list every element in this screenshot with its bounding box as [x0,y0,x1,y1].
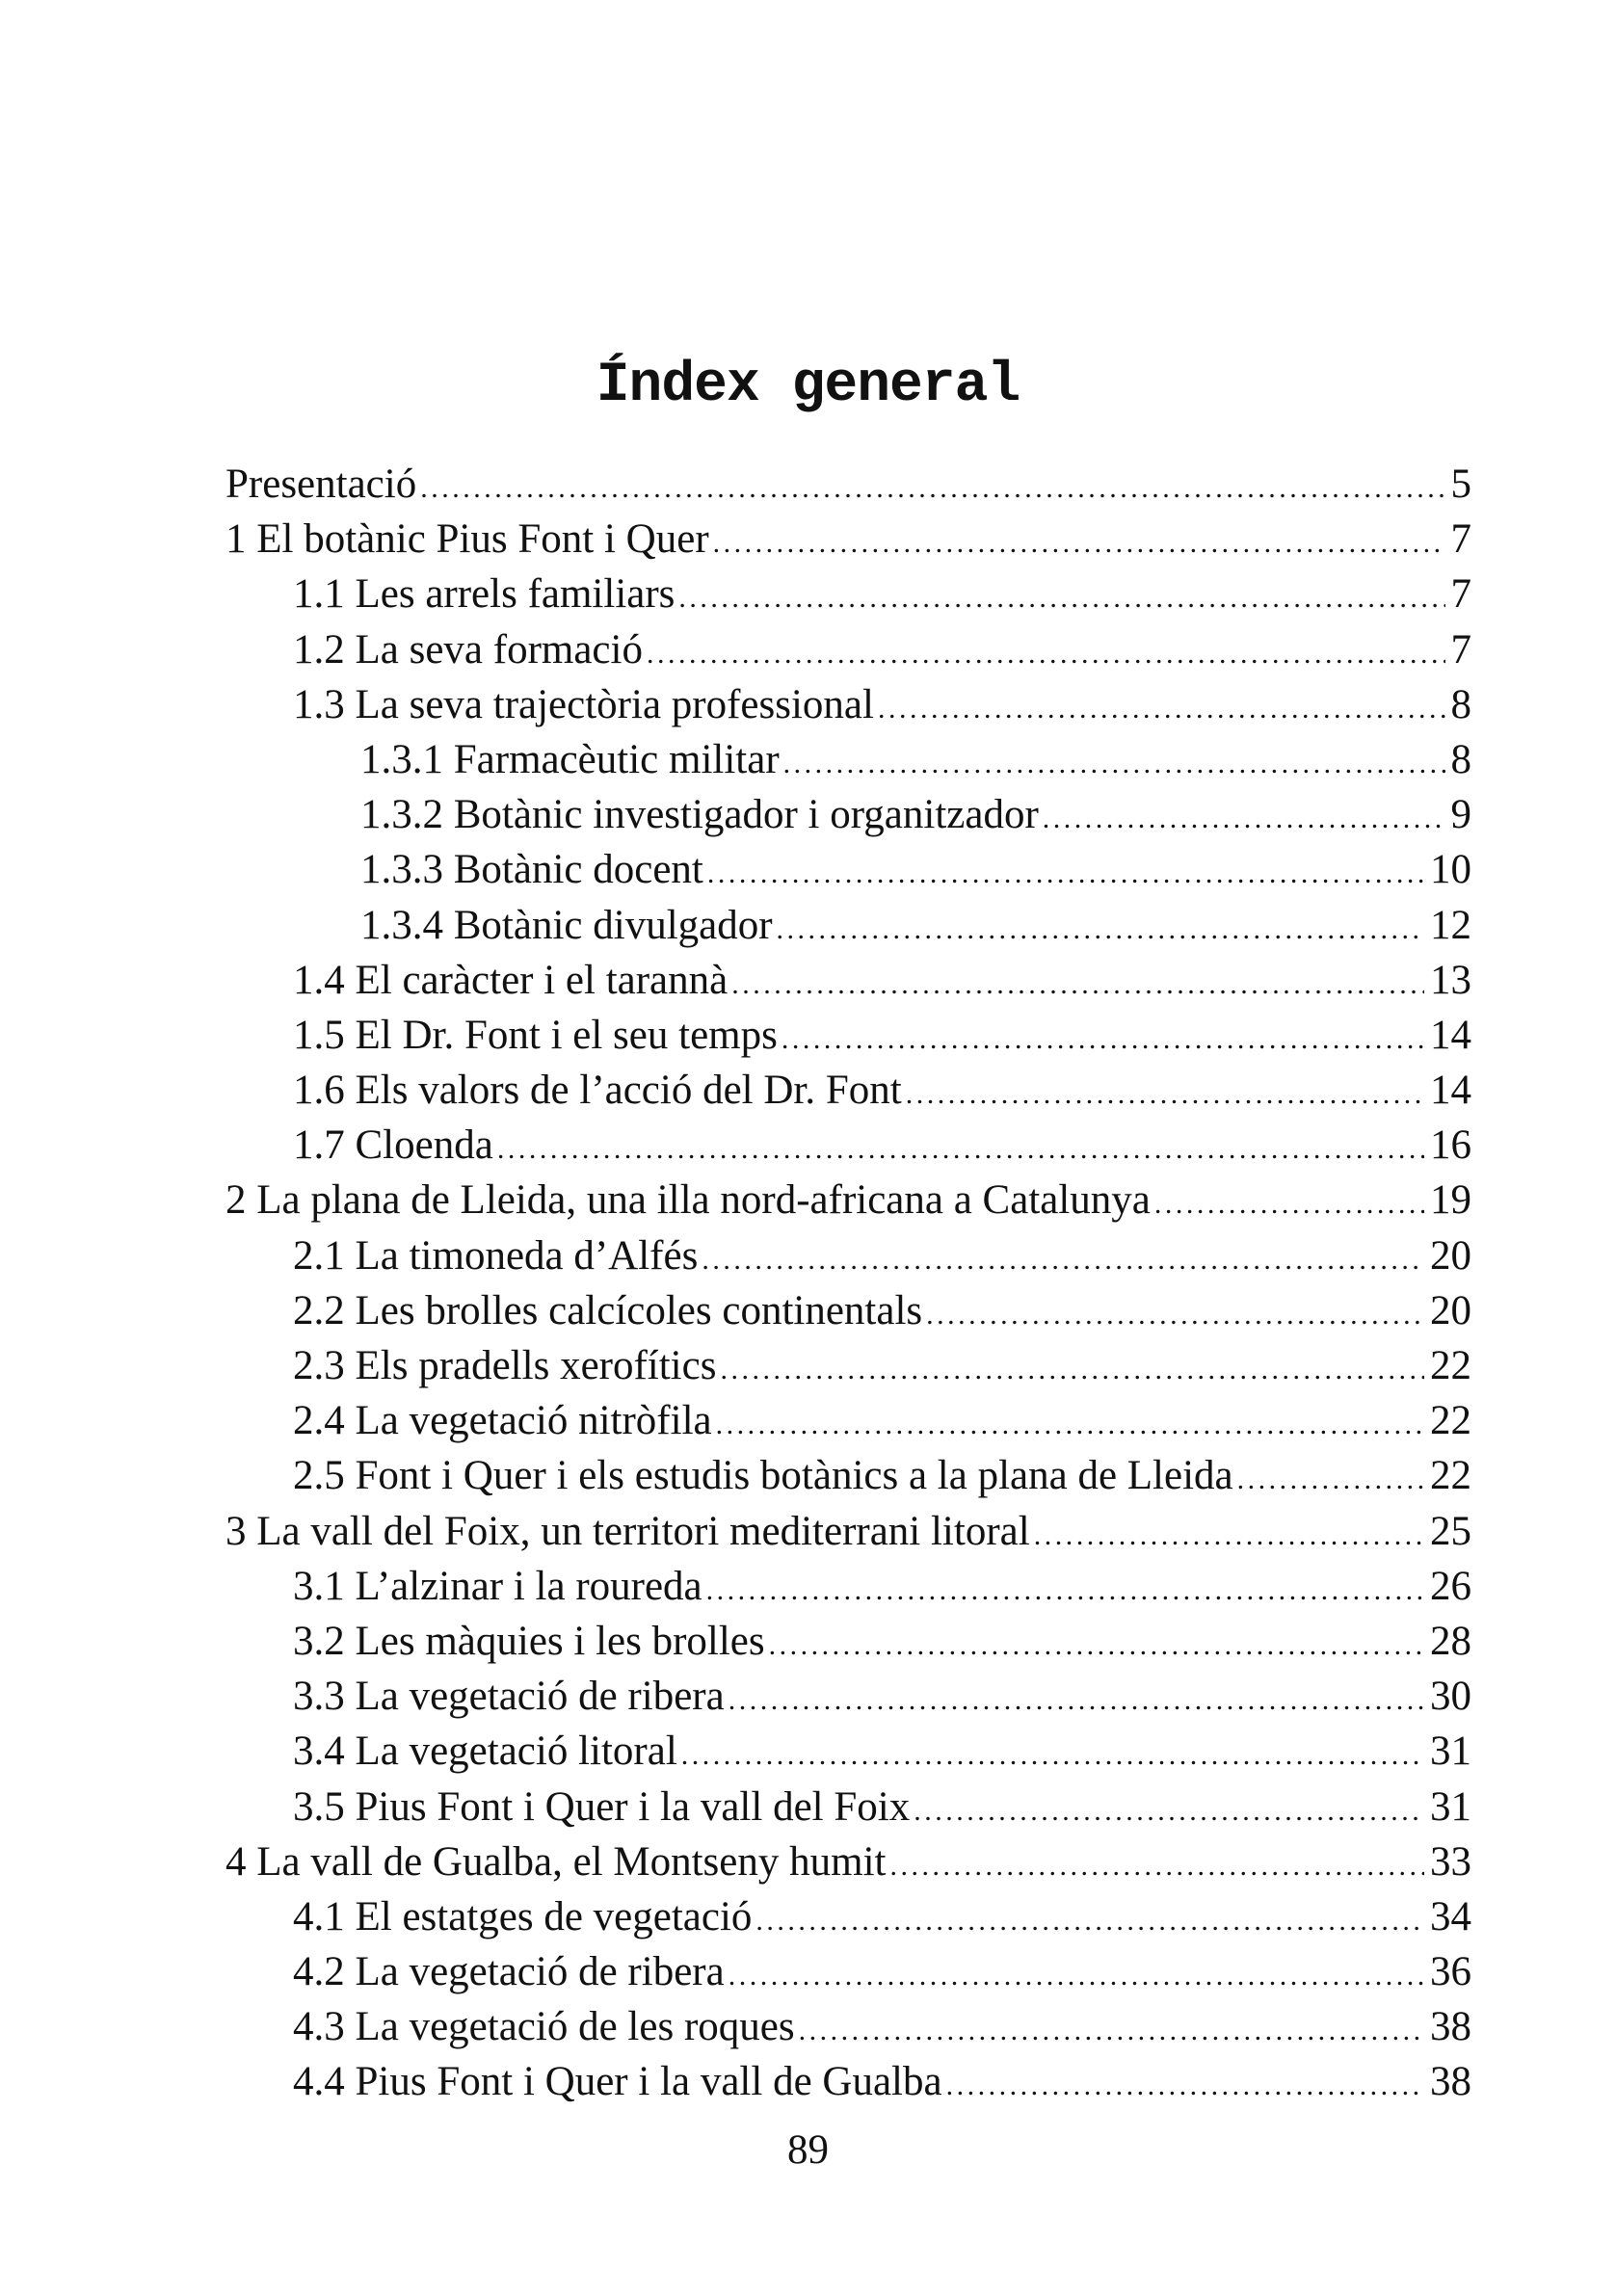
toc-entry [225,457,1471,512]
toc-entry-page: 34 [1430,1893,1471,1940]
table-of-contents [225,457,1471,2110]
toc-entry-label: 4.4 Pius Font i Quer i la vall de Gualba [293,2059,942,2105]
dot-leader [946,2058,1424,2113]
toc-entry-page: 22 [1430,1398,1471,1444]
toc-entry-label: 2 La plana de Lleida, una illa nord-africana a Catalunya [225,1177,1151,1224]
toc-entry [225,1559,1471,1614]
dot-leader [678,570,1444,625]
toc-entry-page: 14 [1430,1012,1471,1058]
toc-entry-label: 1.6 Els valors de l’acció del Dr. Font [293,1068,902,1114]
dot-leader [1043,791,1445,846]
toc-entry-page: 13 [1430,957,1471,1003]
dot-leader [420,461,1444,515]
dot-leader [783,736,1445,791]
toc-entry-page: 20 [1430,1232,1471,1279]
toc-entry-page: 7 [1450,626,1471,673]
toc-entry-page: 16 [1430,1122,1471,1169]
toc-entry-label: 1.3 La seva trajectòria professional [293,681,874,727]
toc-entry-label: 3.3 La vegetació de ribera [293,1674,725,1720]
toc-entry-label: 3.1 L’alzinar i la roureda [293,1563,702,1609]
dot-leader [720,1342,1424,1397]
toc-entry [225,1889,1471,1944]
toc-entry [225,1118,1471,1173]
toc-entry-page: 25 [1430,1508,1471,1554]
toc-entry-label: 2.4 La vegetació nitròfila [293,1398,712,1444]
toc-entry-page: 10 [1430,847,1471,893]
toc-entry-label: 4 La vall de Gualba, el Montseny humit [225,1838,887,1885]
toc-entry [225,1834,1471,1889]
toc-entry-label: 1.2 La seva formació [293,626,643,673]
toc-entry-label: 4.2 La vegetació de ribera [293,1949,725,1995]
toc-entry [225,1448,1471,1503]
toc-entry [225,787,1471,842]
toc-entry [225,512,1471,567]
toc-entry-label: 2.2 Les brolles calcícoles continentals [293,1287,923,1333]
toc-entry-page: 38 [1430,2004,1471,2050]
dot-leader [713,515,1445,570]
dot-leader [716,1397,1424,1452]
toc-entry-label: 1.3.4 Botànic divulgador [360,902,773,948]
toc-entry-label: Presentació [225,462,417,507]
toc-entry-label: 1.3.2 Botànic investigador i organitzador [360,792,1039,838]
toc-entry-label: 1.3.3 Botànic docent [360,847,703,893]
toc-entry [225,622,1471,677]
toc-entry [225,1173,1471,1227]
toc-entry-page: 28 [1430,1618,1471,1664]
toc-entry-page: 7 [1450,516,1471,563]
toc-entry-page: 36 [1430,1949,1471,1995]
toc-entry-page: 8 [1450,736,1471,782]
dot-leader [647,626,1445,681]
toc-entry [225,732,1471,787]
toc-entry [225,1283,1471,1338]
toc-entry-page: 9 [1450,792,1471,838]
toc-entry-page: 26 [1430,1563,1471,1609]
dot-leader [497,1122,1424,1176]
toc-entry-label: 3.5 Pius Font i Quer i la vall del Foix [293,1783,911,1830]
toc-entry-label: 1.5 El Dr. Font i el seu temps [293,1012,778,1058]
toc-entry-label: 4.1 El estatges de vegetació [293,1893,753,1940]
toc-entry-label: 3.2 Les màquies i les brolles [293,1618,765,1664]
dot-leader [878,681,1445,736]
toc-entry [225,1999,1471,2054]
toc-entry-page: 19 [1430,1177,1471,1224]
dot-leader [755,1893,1424,1948]
toc-entry-page: 8 [1450,681,1471,727]
toc-entry-label: 1.1 Les arrels familiars [293,571,676,618]
toc-entry [225,1724,1471,1779]
page-number: 89 [787,2127,829,2173]
toc-entry-label: 1.7 Cloenda [293,1122,493,1169]
dot-leader [926,1287,1424,1342]
dot-leader [769,1618,1424,1673]
page-title: Índex general [596,354,1020,417]
toc-entry [225,1614,1471,1669]
toc-entry [225,1669,1471,1724]
toc-entry [225,842,1471,897]
dot-leader [777,902,1424,957]
toc-entry [225,1008,1471,1063]
toc-entry-page: 12 [1430,902,1471,948]
toc-entry [225,1780,1471,1834]
toc-entry-page: 38 [1430,2059,1471,2105]
toc-entry [225,1228,1471,1283]
toc-entry-page: 14 [1430,1068,1471,1114]
dot-leader [731,957,1424,1012]
toc-entry-page: 30 [1430,1674,1471,1720]
toc-entry-label: 2.1 La timoneda d’Alfés [293,1232,699,1279]
toc-entry [225,1393,1471,1448]
toc-entry-label: 4.3 La vegetació de les roques [293,2004,795,2050]
dot-leader [799,2003,1424,2058]
toc-entry-page: 31 [1430,1783,1471,1830]
toc-entry-label: 1.4 El caràcter i el tarannà [293,957,729,1003]
dot-leader [1034,1508,1424,1563]
toc-entry-page: 22 [1430,1453,1471,1499]
dot-leader [706,1563,1424,1618]
toc-entry-page: 5 [1450,462,1471,507]
dot-leader [889,1838,1424,1893]
toc-entry-page: 7 [1450,571,1471,618]
toc-entry-label: 3.4 La vegetació litoral [293,1729,677,1775]
toc-entry [225,567,1471,621]
dot-leader [914,1783,1424,1838]
toc-entry-label: 2.5 Font i Quer i els estudis botànics a la plana de Lleida [293,1453,1233,1499]
dot-leader [702,1232,1424,1287]
toc-entry [225,1944,1471,1999]
toc-entry [225,898,1471,953]
toc-entry [225,1063,1471,1118]
dot-leader [729,1673,1424,1728]
dot-leader [1237,1452,1424,1507]
toc-entry-page: 20 [1430,1287,1471,1333]
dot-leader [681,1728,1424,1782]
toc-entry-page: 22 [1430,1343,1471,1388]
dot-leader [782,1012,1424,1067]
toc-entry-label: 2.3 Els pradells xerofítics [293,1343,717,1388]
toc-entry-label: 1.3.1 Farmacèutic militar [360,736,780,782]
toc-entry [225,953,1471,1008]
toc-entry-page: 33 [1430,1838,1471,1885]
toc-entry [225,1338,1471,1393]
toc-entry-label: 3 La vall del Foix, un territori mediterrani litoral [225,1508,1030,1554]
toc-entry [225,1504,1471,1559]
dot-leader [729,1948,1424,2003]
dot-leader [1154,1176,1424,1231]
dot-leader [707,846,1424,901]
dot-leader [906,1067,1424,1122]
toc-entry [225,677,1471,732]
toc-entry-label: 1 El botànic Pius Font i Quer [225,516,709,563]
toc-entry [225,2054,1471,2109]
toc-entry-page: 31 [1430,1729,1471,1775]
